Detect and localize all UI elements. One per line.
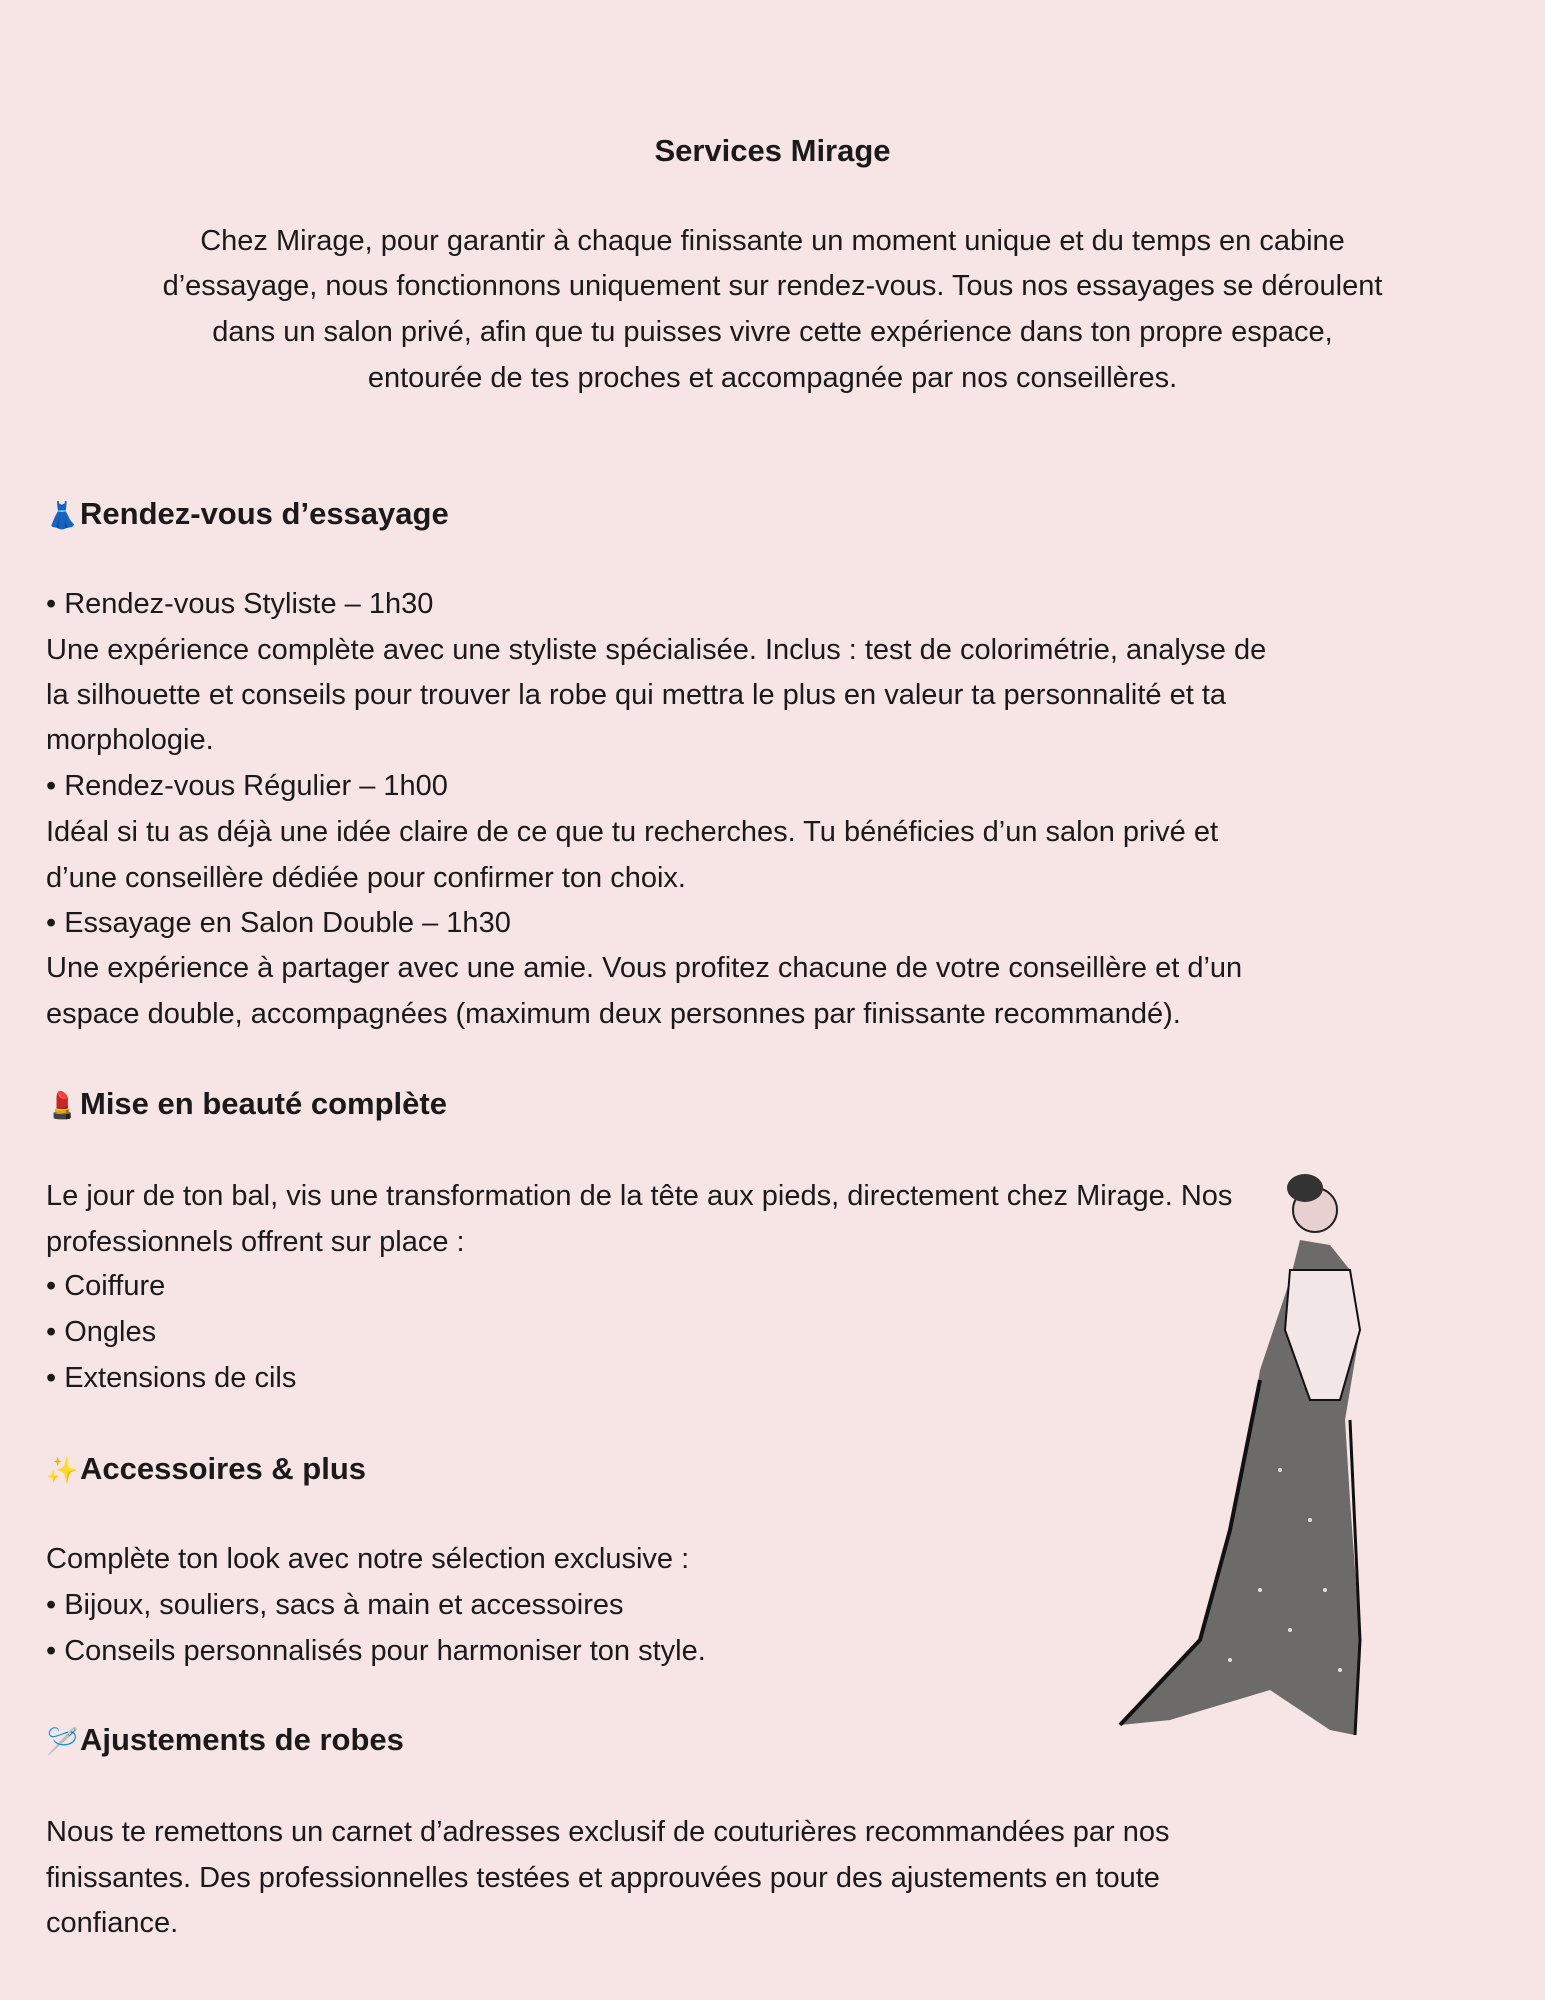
body-line: confiance. xyxy=(46,1907,179,1939)
body-line: finissantes. Des professionnelles testées et approuvées pour des ajustements en toute xyxy=(46,1862,1160,1894)
dress-icon: 👗 xyxy=(46,500,79,530)
section-heading xyxy=(46,1717,404,1763)
body-line: • Bijoux, souliers, sacs à main et accessoires xyxy=(46,1589,624,1621)
body-line: • Essayage en Salon Double – 1h30 xyxy=(46,907,511,939)
body-line: Une expérience à partager avec une amie. Vous profitez chacune de votre conseillère et d’un xyxy=(46,952,1243,984)
section-heading-text: Accessoires & plus xyxy=(80,1451,367,1486)
sparkles-icon: ✨ xyxy=(46,1455,79,1485)
body-line: espace double, accompagnées (maximum deux personnes par finissante recommandé). xyxy=(46,998,1181,1030)
body-line: • Conseils personnalisés pour harmoniser ton style. xyxy=(46,1635,706,1667)
section-heading-text: Mise en beauté complète xyxy=(80,1086,447,1121)
body-line: • Rendez-vous Styliste – 1h30 xyxy=(46,588,434,620)
body-line: • Extensions de cils xyxy=(46,1362,297,1394)
intro-line: d’essayage, nous fonctionnons uniquement sur rendez-vous. Tous nos essayages se déroulent xyxy=(162,270,1383,302)
intro-line: dans un salon privé, afin que tu puisses vivre cette expérience dans ton propre espace, xyxy=(212,316,1333,348)
page-title: Services Mirage xyxy=(654,133,891,168)
body-line: Complète ton look avec notre sélection exclusive : xyxy=(46,1543,690,1575)
body-line: professionnels offrent sur place : xyxy=(46,1226,465,1258)
body-line: d’une conseillère dédiée pour confirmer ton choix. xyxy=(46,862,686,894)
section-heading-text: Ajustements de robes xyxy=(80,1722,404,1757)
body-line: Nous te remettons un carnet d’adresses exclusif de couturières recommandées par nos xyxy=(46,1816,1170,1848)
intro-line: Chez Mirage, pour garantir à chaque finissante un moment unique et du temps en cabine xyxy=(200,225,1345,257)
body-line: Une expérience complète avec une styliste spécialisée. Inclus : test de colorimétrie, analyse de xyxy=(46,634,1267,666)
body-line: • Rendez-vous Régulier – 1h00 xyxy=(46,770,448,802)
section-heading xyxy=(46,491,449,537)
woman-in-gown-illustration xyxy=(1110,1170,1400,1750)
section-heading xyxy=(46,1446,366,1492)
body-line: Idéal si tu as déjà une idée claire de ce que tu recherches. Tu bénéficies d’un salon privé et xyxy=(46,816,1219,848)
body-line: Le jour de ton bal, vis une transformation de la tête aux pieds, directement chez Mirage. Nos xyxy=(46,1180,1233,1212)
needle-thread-icon: 🪡 xyxy=(46,1726,79,1756)
body-line: • Ongles xyxy=(46,1316,157,1348)
body-line: • Coiffure xyxy=(46,1270,166,1302)
section-heading-text: Rendez-vous d’essayage xyxy=(80,496,449,531)
body-line: morphologie. xyxy=(46,724,214,756)
lipstick-icon: 💄 xyxy=(46,1090,79,1120)
intro-line: entourée de tes proches et accompagnée par nos conseillères. xyxy=(367,362,1178,394)
body-line: la silhouette et conseils pour trouver la robe qui mettra le plus en valeur ta personnalité et ta xyxy=(46,679,1227,711)
section-heading xyxy=(46,1081,447,1127)
